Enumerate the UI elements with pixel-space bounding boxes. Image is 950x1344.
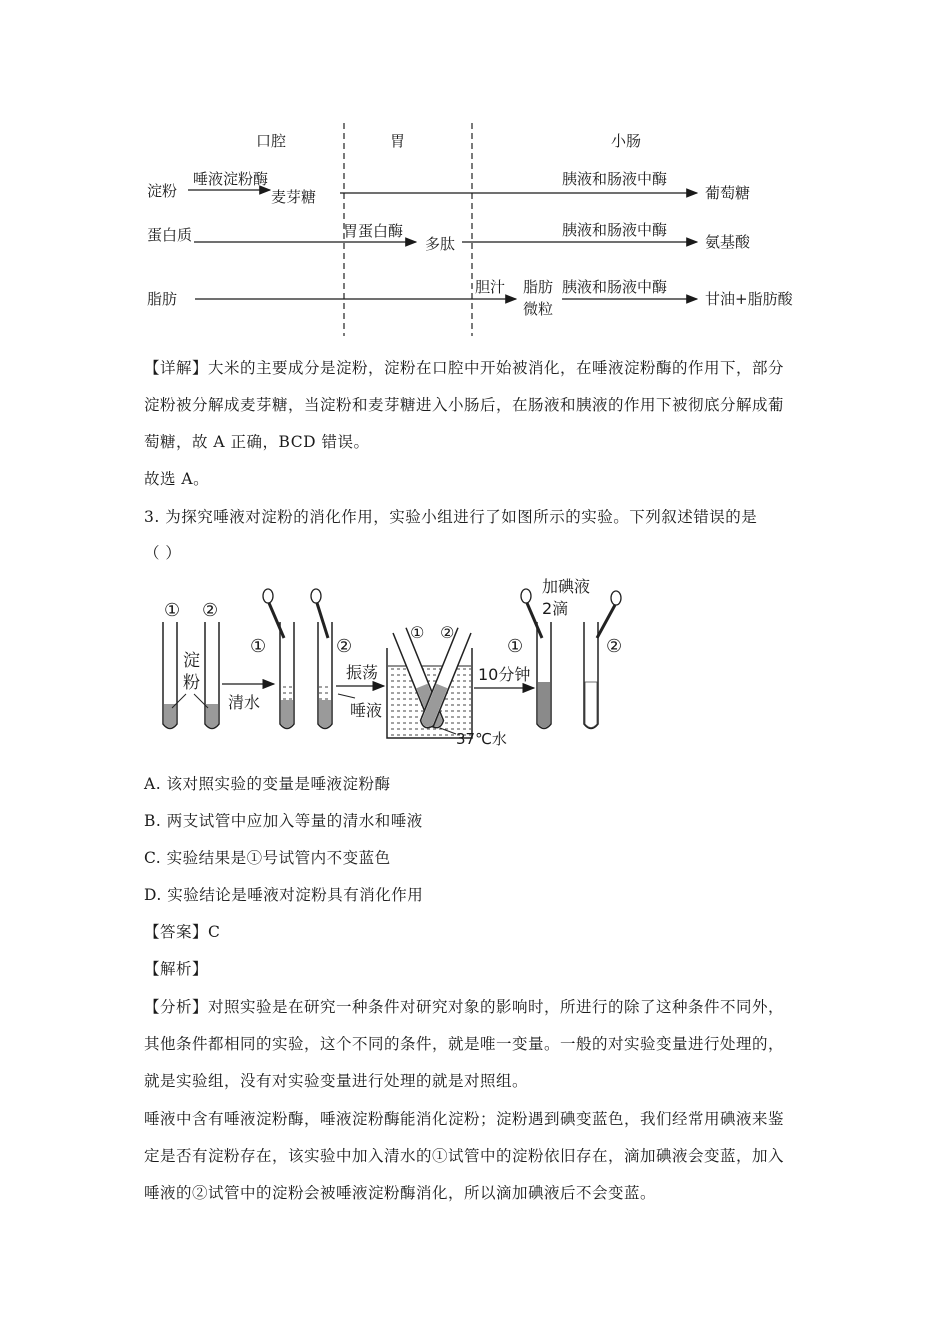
analysis-p2-line-1: 唾液中含有唾液淀粉酶，唾液淀粉酶能消化淀粉；淀粉遇到碘变蓝色，我们经常用碘液来鉴 — [144, 1110, 785, 1128]
detail-line-1: 【详解】大米的主要成分是淀粉，淀粉在口腔中开始被消化，在唾液淀粉酶的作用下，部分 — [144, 359, 785, 377]
tube-water — [280, 622, 294, 729]
fat-micelle-1: 脂肪 — [523, 278, 554, 296]
temp-label: 37℃水 — [456, 730, 507, 748]
region-stomach: 胃 — [390, 132, 406, 150]
final-tube-1-number: ① — [507, 636, 524, 657]
tube-1-number: ① — [164, 600, 181, 621]
analysis-p2-line-2: 定是否有淀粉存在，该实验中加入清水的①试管中的淀粉依旧存在，滴加碘液会变蓝，加入 — [144, 1147, 785, 1165]
final-tube-1 — [537, 622, 551, 729]
region-mouth: 口腔 — [256, 132, 287, 150]
tube-2 — [205, 622, 219, 729]
starch-enzyme: 唾液淀粉酶 — [193, 170, 269, 188]
dropper-saliva — [311, 589, 328, 638]
starch-label-2: 粉 — [183, 673, 200, 693]
fat-label: 脂肪 — [147, 290, 178, 308]
analysis-p1-line-3: 就是实验组，没有对实验变量进行处理的就是对照组。 — [144, 1072, 529, 1090]
protein-product: 氨基酸 — [705, 233, 751, 251]
protein-enzyme-2: 胰液和肠液中酶 — [562, 221, 668, 239]
bath-tube-1-number: ① — [410, 623, 425, 642]
dropper-water — [263, 589, 284, 638]
option-d: D. 实验结论是唾液对淀粉具有消化作用 — [144, 886, 424, 904]
shake-label: 振荡 — [346, 663, 379, 682]
protein-label: 蛋白质 — [147, 226, 193, 244]
water-label: 清水 — [228, 693, 261, 712]
step2-tube-2-number: ② — [336, 636, 353, 657]
digestion-diagram — [140, 118, 820, 340]
analysis-p1-line-2: 其他条件都相同的实验，这个不同的条件，就是唯一变量。一般的对实验变量进行处理的， — [144, 1035, 785, 1053]
final-tube-2-number: ② — [606, 636, 623, 657]
starch-label-1: 淀 — [183, 651, 200, 671]
saliva-label: 唾液 — [350, 701, 383, 720]
experiment-diagram — [150, 576, 650, 776]
starch-product: 葡萄糖 — [705, 184, 751, 202]
iodine-label-2: 2滴 — [542, 599, 569, 618]
step2-tube-1-number: ① — [250, 636, 267, 657]
detail-line-3: 萄糖，故 A 正确，BCD 错误。 — [144, 433, 370, 451]
protein-enzyme: 胃蛋白酶 — [343, 222, 404, 240]
fat-enzyme-2: 胰液和肠液中酶 — [562, 278, 668, 296]
question-stem: 3. 为探究唾液对淀粉的消化作用，实验小组进行了如图所示的实验。下列叙述错误的是 — [144, 508, 758, 526]
fat-bile: 胆汁 — [475, 278, 506, 296]
time-label: 10分钟 — [478, 665, 531, 684]
analysis-p2-line-3: 唾液的②试管中的淀粉会被唾液淀粉酶消化，所以滴加碘液后不会变蓝。 — [144, 1184, 657, 1202]
bath-tube-2-number: ② — [440, 623, 455, 642]
starch-maltose: 麦芽糖 — [271, 188, 317, 206]
starch-enzyme-2: 胰液和肠液中酶 — [562, 170, 668, 188]
iodine-label-1: 加碘液 — [542, 577, 591, 596]
analysis-p1-line-1: 【分析】对照实验是在研究一种条件对研究对象的影响时，所进行的除了这种条件不同外， — [144, 998, 785, 1016]
fat-product: 甘油+脂肪酸 — [705, 290, 793, 308]
protein-peptide: 多肽 — [425, 235, 456, 253]
option-b: B. 两支试管中应加入等量的清水和唾液 — [144, 812, 423, 830]
tube-saliva — [318, 622, 332, 729]
option-a: A. 该对照实验的变量是唾液淀粉酶 — [144, 775, 391, 793]
analysis-title: 【解析】 — [144, 960, 209, 978]
final-tube-2 — [584, 622, 598, 729]
detail-choice: 故选 A。 — [144, 470, 210, 488]
tube-1 — [163, 622, 177, 729]
region-small-intestine: 小肠 — [611, 132, 642, 150]
detail-line-2: 淀粉被分解成麦芽糖，当淀粉和麦芽糖进入小肠后，在肠液和胰液的作用下被彻底分解成葡 — [144, 396, 785, 414]
answer: 【答案】C — [144, 923, 221, 941]
option-c: C. 实验结果是①号试管内不变蓝色 — [144, 849, 391, 867]
starch-label: 淀粉 — [147, 182, 178, 200]
dropper-iodine-2 — [597, 591, 621, 638]
fat-micelle-2: 微粒 — [523, 300, 554, 318]
tube-2-number: ② — [202, 600, 219, 621]
dropper-iodine-1 — [521, 589, 542, 638]
question-blank: （ ） — [144, 544, 182, 562]
